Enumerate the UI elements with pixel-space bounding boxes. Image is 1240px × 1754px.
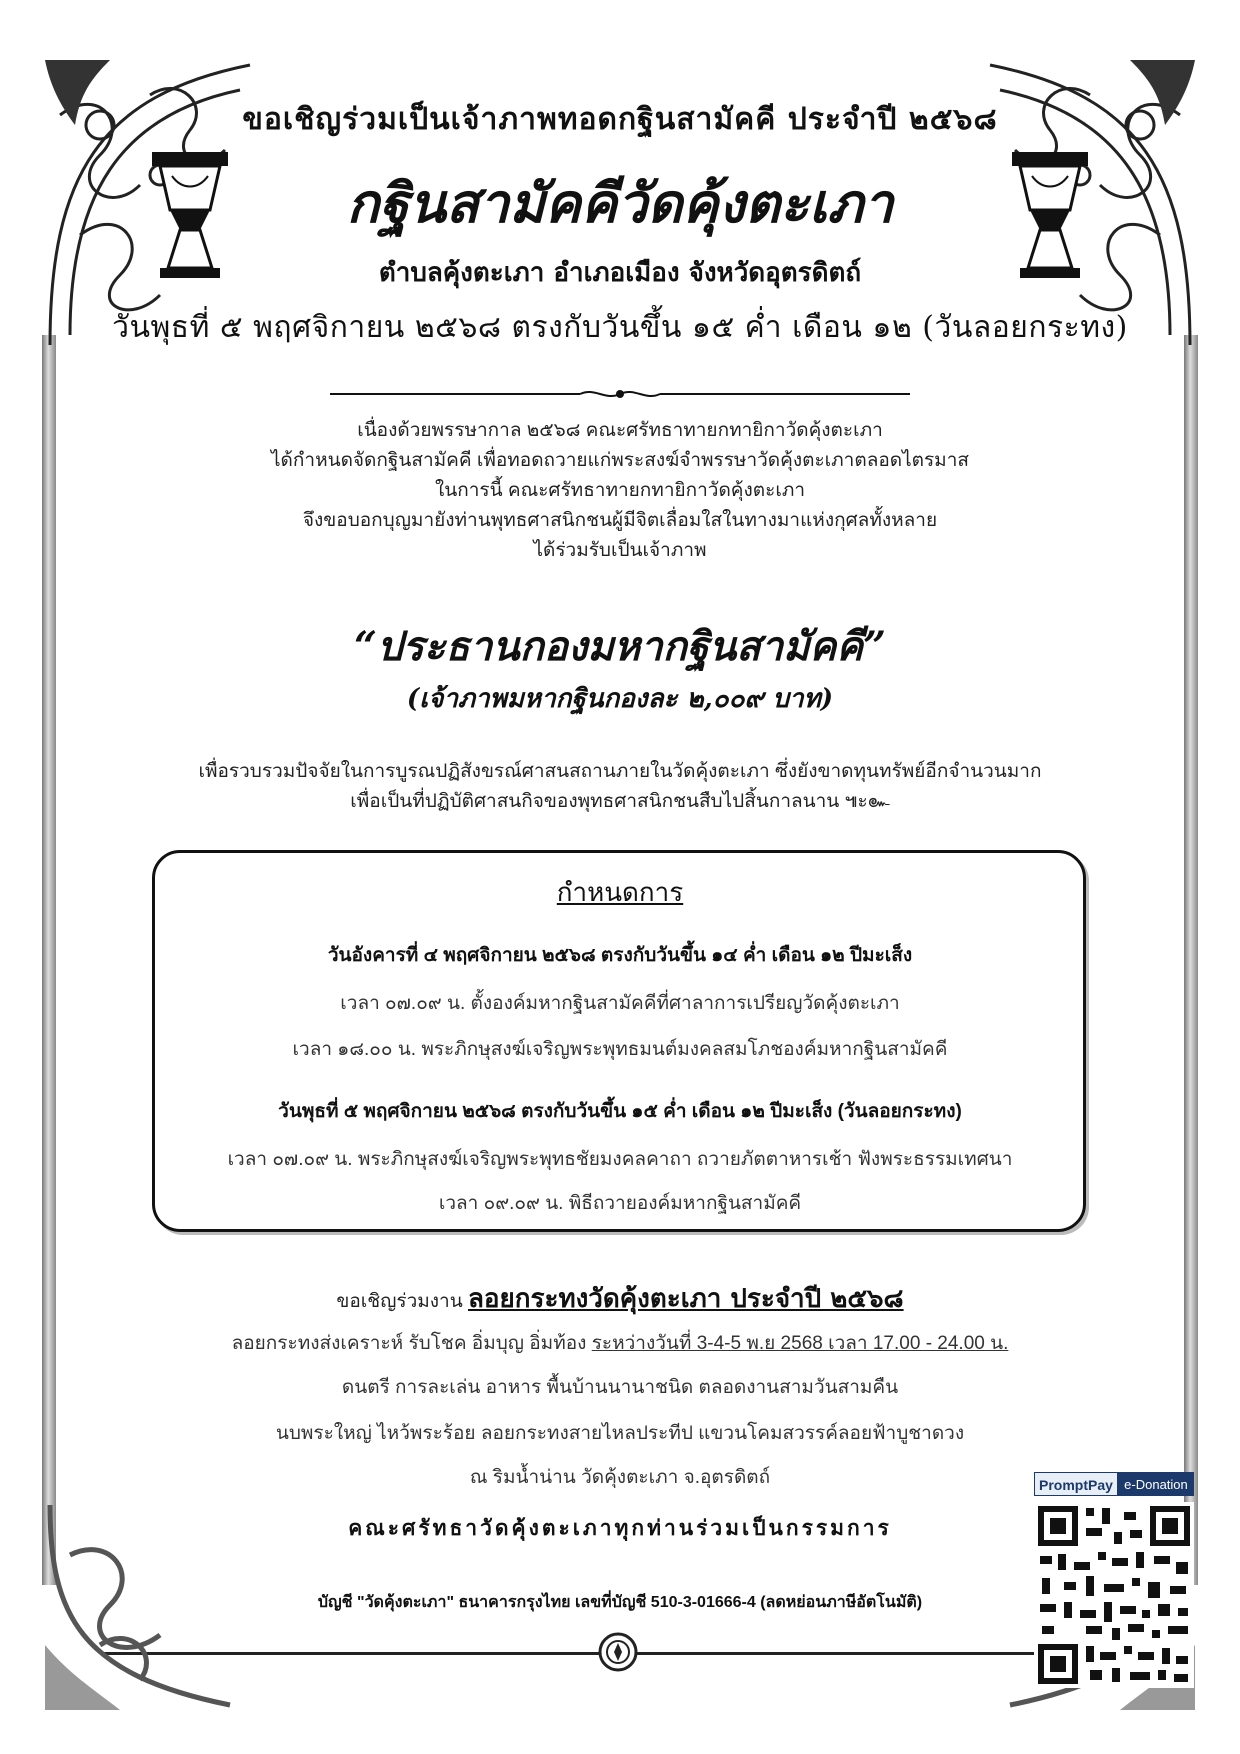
- ornamental-divider: [330, 387, 910, 401]
- loykrathong-dates: ระหว่างวันที่ 3-4-5 พ.ย 2568 เวลา 17.00 - 24.00 น.: [591, 1333, 1009, 1354]
- promptpay-label: PromptPay: [1034, 1472, 1118, 1496]
- loykrathong-line: ดนตรี การละเล่น อาหาร พื้นบ้านนานาชนิด ตลอดงานสามวันสามคืน: [341, 1377, 899, 1398]
- intro-line: เนื่องด้วยพรรษากาล ๒๕๖๘ คณะศรัทธาทายกทายิกาวัดคุ้งตะเภา: [357, 420, 883, 441]
- loykrathong-detail-prefix: ลอยกระทงส่งเคราะห์ รับโชค อิ่มบุญ อิ่มท้อง: [231, 1333, 592, 1354]
- purpose-line: เพื่อเป็นที่ปฏิบัติศาสนกิจของพุทธศาสนิกชนสืบไปสิ้นกาลนาน ๚ะ๛: [350, 791, 890, 812]
- donation-qr-block: [1034, 1472, 1194, 1694]
- schedule-item: เวลา ๐๗.๐๙ น. ตั้งองค์มหากฐินสามัคคีที่ศาลาการเปรียญวัดคุ้งตะเภา: [340, 993, 900, 1014]
- loykrathong-invite: [0, 1278, 1240, 1319]
- schedule-item: เวลา ๑๘.๐๐ น. พระภิกษุสงฆ์เจริญพระพุทธมนต์มงคลสมโภชองค์มหากฐินสามัคคี: [292, 1039, 948, 1060]
- ceremony-date: วันพุธที่ ๕ พฤศจิกายน ๒๕๖๘ ตรงกับวันขึ้น ๑๕ ค่ำ เดือน ๑๒ (วันลอยกระทง): [112, 310, 1128, 345]
- loykrathong-event-title: ลอยกระทงวัดคุ้งตะเภา ประจำปี ๒๕๖๘: [468, 1284, 904, 1314]
- loykrathong-invite-prefix: ขอเชิญร่วมงาน: [336, 1291, 468, 1312]
- qr-labels: [1034, 1472, 1194, 1496]
- committee-line: คณะศรัทธาวัดคุ้งตะเภาทุกท่านร่วมเป็นกรรมการ: [348, 1515, 892, 1540]
- schedule-item: เวลา ๐๗.๐๙ น. พระภิกษุสงฆ์เจริญพระพุทธชัยมงคลคาถา ถวายภัตตาหารเช้า ฟังพระธรรมเทศนา: [227, 1149, 1013, 1170]
- temple-seal-icon: [598, 1632, 638, 1672]
- purpose-line: เพื่อรวบรวมปัจจัยในการบูรณปฏิสังขรณ์ศาสนสถานภายในวัดคุ้งตะเภา ซึ่งยังขาดทุนทรัพย์อีกจำนวนมาก: [198, 761, 1042, 782]
- qr-code-icon[interactable]: [1034, 1502, 1194, 1688]
- invitation-heading: ขอเชิญร่วมเป็นเจ้าภาพทอดกฐินสามัคคี ประจำปี ๒๕๖๘: [242, 102, 998, 137]
- page-title: กฐินสามัคคีวัดคุ้งตะเภา: [346, 171, 894, 235]
- location-line: ตำบลคุ้งตะเภา อำเภอเมือง จังหวัดอุตรดิตถ์: [378, 258, 862, 288]
- loykrathong-detail: [0, 1328, 1240, 1358]
- intro-line: ได้กำหนดจัดกฐินสามัคคี เพื่อทอดถวายแก่พระสงฆ์จำพรรษาวัดคุ้งตะเภาตลอดไตรมาส: [271, 450, 969, 471]
- schedule-item: เวลา ๐๙.๐๙ น. พิธีถวายองค์มหากฐินสามัคคี: [438, 1193, 802, 1214]
- schedule-heading: กำหนดการ: [556, 878, 684, 908]
- edonation-label: e-Donation: [1118, 1472, 1194, 1496]
- position-title: “ประธานกองมหากฐินสามัคคี”: [354, 623, 886, 670]
- position-contribution: (เจ้าภาพมหากฐินกองละ ๒,๐๐๙ บาท): [406, 684, 834, 714]
- loykrathong-line: ณ ริมน้ำน่าน วัดคุ้งตะเภา จ.อุตรดิตถ์: [469, 1467, 771, 1488]
- intro-line: จึงขอบอกบุญมายังท่านพุทธศาสนิกชนผู้มีจิตเลื่อมใสในทางมาแห่งกุศลทั้งหลาย: [302, 510, 938, 531]
- loykrathong-line: นบพระใหญ่ ไหว้พระร้อย ลอยกระทงสายไหลประทีป แขวนโคมสวรรค์ลอยฟ้าบูชาดวง: [275, 1423, 965, 1444]
- intro-line: ได้ร่วมรับเป็นเจ้าภาพ: [533, 540, 707, 561]
- intro-paragraph: [0, 416, 1240, 566]
- schedule-day-2-title: วันพุธที่ ๕ พฤศจิกายน ๒๕๖๘ ตรงกับวันขึ้น ๑๕ ค่ำ เดือน ๑๒ ปีมะเส็ง (วันลอยกระทง): [278, 1101, 962, 1122]
- bank-account-line: บัญชี "วัดคุ้งตะเภา" ธนาคารกรุงไทย เลขที่บัญชี 510-3-01666-4 (ลดหย่อนภาษีอัตโนมัติ): [317, 1594, 923, 1611]
- purpose-paragraph: [0, 757, 1240, 817]
- schedule-day-1-title: วันอังคารที่ ๔ พฤศจิกายน ๒๕๖๘ ตรงกับวันขึ้น ๑๔ ค่ำ เดือน ๑๒ ปีมะเส็ง: [327, 945, 913, 966]
- intro-line: ในการนี้ คณะศรัทธาทายกทายิกาวัดคุ้งตะเภา: [434, 480, 806, 501]
